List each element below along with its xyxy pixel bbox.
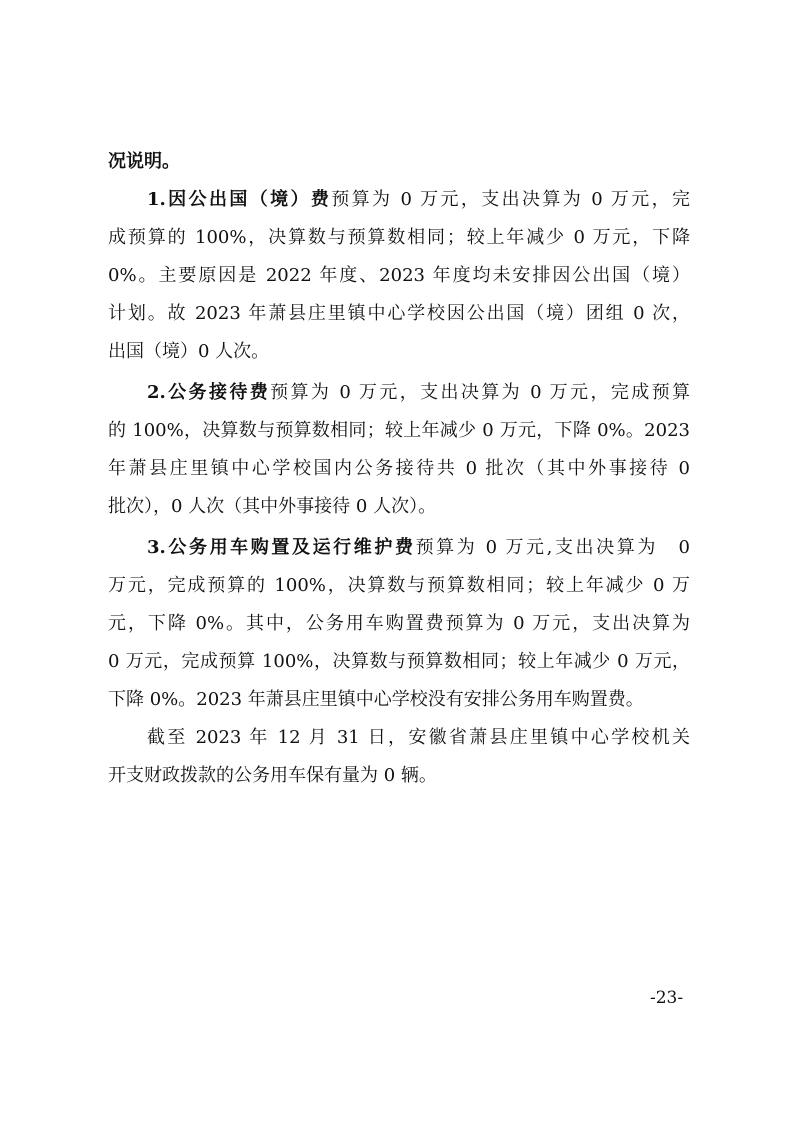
closing-section — [108, 719, 690, 795]
item-1-line-4: 计划。故 2023 年萧县庄里镇中心学校因公出国（境）团组 0 次， — [108, 303, 690, 324]
item-3-line-1: 预算为 0 万元,支出决算为 0 — [415, 537, 690, 558]
item-2-line-2: 的 100%，决算数与预算数相同；较上年减少 0 万元，下降 0%。2023 — [108, 420, 690, 441]
page-number: -23- — [650, 988, 684, 1008]
item-2-line-1: 预算为 0 万元，支出决算为 0 万元，完成预算 — [270, 382, 690, 403]
item-3-line-5: 下降 0%。2023 年萧县庄里镇中心学校没有安排公务用车购置费。 — [108, 689, 644, 710]
item-1-line-2: 成预算的 100%，决算数与预算数相同；较上年减少 0 万元，下降 — [108, 227, 690, 248]
item-1-heading: 1.因公出国（境）费 — [147, 189, 332, 210]
item-1-first-line — [108, 181, 690, 219]
item-1-section — [108, 181, 690, 371]
item-2-line-4: 批次），0 人次（其中外事接待 0 人次）。 — [108, 496, 437, 517]
item-3-section — [108, 529, 690, 719]
item-2-first-line — [108, 374, 690, 412]
closing-line-1: 截至 2023 年 12 月 31 日，安徽省萧县庄里镇中心学校机关 — [147, 727, 690, 748]
lead-text: 况说明。 — [108, 151, 180, 172]
closing-line-2: 开支财政拨款的公务用车保有量为 0 辆。 — [108, 765, 437, 786]
item-1-line-1: 预算为 0 万元，支出决算为 0 万元，完 — [331, 189, 690, 210]
item-3-heading: 3.公务用车购置及运行维护费 — [147, 537, 416, 558]
item-1-line-5: 出国（境）0 人次。 — [108, 341, 270, 362]
item-3-first-line — [108, 529, 690, 567]
item-2-line-3: 年萧县庄里镇中心学校国内公务接待共 0 批次（其中外事接待 0 — [108, 458, 690, 479]
document-body — [108, 143, 690, 795]
item-1-line-3: 0%。主要原因是 2022 年度、2023 年度均未安排因公出国（境） — [108, 265, 690, 286]
item-2-heading: 2.公务接待费 — [147, 382, 271, 403]
item-3-line-4: 0 万元，完成预算 100%，决算数与预算数相同；较上年减少 0 万元， — [108, 651, 690, 672]
item-2-section — [108, 374, 690, 526]
item-3-line-2: 万元，完成预算的 100%，决算数与预算数相同；较上年减少 0 万 — [108, 575, 690, 596]
item-3-line-3: 元，下降 0%。其中，公务用车购置费预算为 0 万元，支出决算为 — [108, 613, 690, 634]
